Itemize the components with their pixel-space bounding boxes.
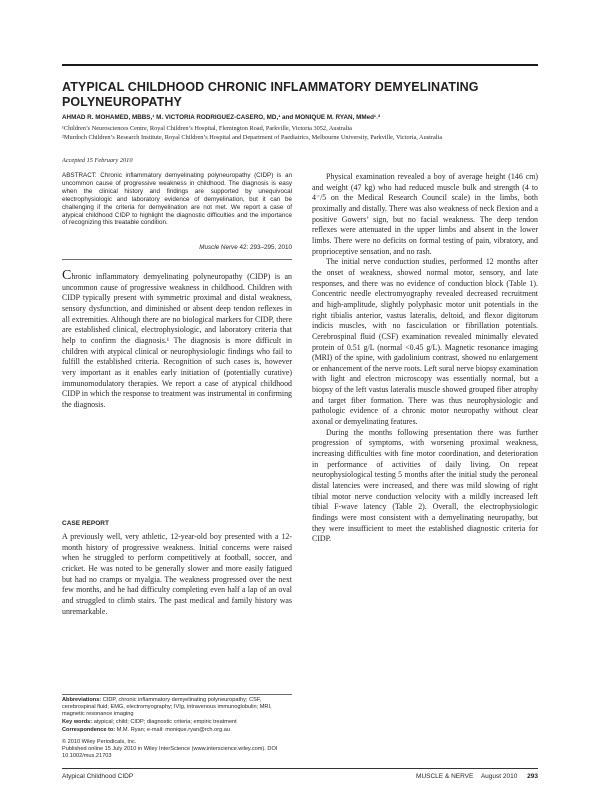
accepted-date: Accepted 15 February 2010 <box>62 157 133 164</box>
article-title: ATYPICAL CHILDHOOD CHRONIC INFLAMMATORY DEMYELINATING POLYNEUROPATHY <box>62 80 479 109</box>
affiliation-1: ¹Children’s Neurosciences Centre, Royal Children’s Hospital, Flemington Road, Parkville, Victoria 3052, Australia <box>62 125 352 132</box>
case-report-heading: CASE REPORT <box>62 520 109 527</box>
correspondence-label: Correspondence to: <box>62 727 116 733</box>
keywords-text: atypical; child; CIDP; diagnostic criteria; empiric treatment <box>92 719 237 725</box>
footer-rule <box>62 768 538 769</box>
running-title: Atypical Childhood CIDP <box>62 773 134 780</box>
citation-ref: 42: 293–295, 2010 <box>239 244 292 251</box>
copyright-line: © 2010 Wiley Periodicals, Inc. <box>62 739 137 745</box>
notes-separator <box>62 694 292 695</box>
physical-exam-paragraph: Physical examination revealed a boy of average height (146 cm) and weight (47 kg) who had reduced muscle bulk and strength (4 to 4⁻/5 on the Medical Research Council scale) in the limbs, both proximally and distally. There was also weakness of neck flexion and a positive Gowers’ sign, but no facial weakness. The deep tendon reflexes were attenuated in the upper limbs and absent in the lower limbs. There were no deficits on formal testing of pain, vibratory, and proprioceptive sensation, and no rash. <box>312 172 538 256</box>
abstract-citation <box>199 244 292 252</box>
correspondence-note <box>62 727 292 734</box>
affiliation-2: ²Murdoch Children’s Research Institute, Royal Children’s Hospital and Department of Paediatrics, Melbourne University, Parkville, Victoria, Australia <box>62 134 443 141</box>
footer-journal-info <box>416 773 538 781</box>
footer-journal: MUSCLE & NERVE <box>416 773 474 780</box>
copyright-block <box>62 739 294 761</box>
abbreviations-text: CIDP, chronic inflammatory demyelinating polyneuropathy; CSF, cerebrospinal fluid; EMG, electromyography; IVIg, intravenous immunoglobulin; MRI, magnetic resonance imaging <box>62 697 272 718</box>
keywords-label: Key words: <box>62 719 93 725</box>
abbreviations-label: Abbreviations: <box>62 697 102 703</box>
nerve-conduction-paragraph: The initial nerve conduction studies, performed 12 months after the onset of weakness, showed normal motor, sensory, and late responses, and there was no evidence of conduction block (Table 1). Concentric needle electromyography revealed decreased recruitment and high-amplitude, slightly polyphasic motor unit potentials in the right tibialis anterior, vastus lateralis, deltoid, and flexor digitorum indicis muscles, with no fasciculation or fibrillation potentials. Cerebrospinal fluid (CSF) examination revealed minimally elevated protein of 0.51 g/L (normal <0.45 g/L). Magnetic resonance imaging (MRI) of the spine, with gadolinium contrast, showed no enlargement or enhancement of the nerve roots. Left sural nerve biopsy examination with light and electron microscopy was essentially normal, but a biopsy of the left vastus lateralis muscle showed grouped fiber atrophy and target fiber formation. There was thus neurophysiologic and pathologic evidence of a chronic motor neuropathy without clear axonal or demyelinating features. <box>312 257 538 427</box>
page-number: 293 <box>527 773 538 780</box>
abbreviations-note <box>62 697 292 719</box>
drop-cap: C <box>62 268 72 283</box>
correspondence-text: M.M. Ryan; e-mail: monique.ryan@rch.org.au <box>115 727 230 733</box>
keywords-note <box>62 719 292 726</box>
abstract-separator <box>62 259 292 260</box>
case-report-text: A previously well, very athletic, 12-year-old boy presented with a 12-month history of progressive weakness. Initial concerns were raised when he struggled to perform competitively at football, soccer, and cricket. He was noted to be generally slower and more easily fatigued but had no cramps or myalgia. The weakness progressed over the next few months, and he had difficulty completing even half a lap of an oval and struggled to climb stairs. The past medical and family history was unremarkable. <box>62 532 292 616</box>
article-authors: AHMAD R. MOHAMED, MBBS,¹ M. VICTORIA RODRIGUEZ-CASERO, MD,¹ and MONIQUE M. RYAN, MMed¹˒² <box>62 114 381 121</box>
introduction-body: hronic inflammatory demyelinating polyneuropathy (CIDP) is an uncommon cause of progressive weakness in childhood. Children with CIDP typically present with symmetric proximal and distal weakness, sensory dysfunction, and diminished or absent deep tendon reflexes in all extremities. Although there are no biological markers for CIDP, there are established clinical, electrophysiologic, and laboratory criteria that help to confirm the diagnosis.¹ The diagnosis is more difficult in children with atypical clinical or neurophysiologic findings who fail to fulfill the established criteria. Recognition of such cases is, however very important as it enables early initiation of (potentially curative) immunomodulatory therapies. We report a case of atypical childhood CIDP in which the response to treatment was instrumental in confirming the diagnosis. <box>62 272 292 409</box>
citation-journal: Muscle Nerve <box>199 244 238 251</box>
header-rule <box>62 64 538 66</box>
progression-paragraph: During the months following presentation there was further progression of symptoms, with worsening proximal weakness, increasing difficulties with fine motor coordination, and deterioration in performance of activities of daily living. On repeat neurophysiological testing 5 months after the initial study the peroneal distal latencies were increased, and there was mild slowing of right tibial motor nerve conduction velocity with a mildly increased left tibial F-wave latency (Table 2). Overall, the electrophysiologic findings were most consistent with a demyelinating neuropathy, but they were insufficient to meet the established diagnostic criteria for CIDP. <box>312 427 538 544</box>
introduction-text <box>62 268 292 411</box>
right-column <box>312 172 538 545</box>
abstract: ABSTRACT: Chronic inflammatory demyelinating polyneuropathy (CIDP) is an uncommon cause of progressive weakness in childhood. The diagnosis is easy when the clinical history and findings are supported by unequivocal electrophysiologic and laboratory evidence of demyelination, but it can be challenging if the criteria for demyelination are not met. We report a case of atypical childhood CIDP to highlight the diagnostic difficulties and the importance of recognizing this treatable condition. <box>62 172 292 227</box>
published-line: Published online 15 July 2010 in Wiley InterScience (www.interscience.wiley.com). DOI 10.1002/mus.21703 <box>62 746 278 760</box>
footer-date: August 2010 <box>480 773 518 780</box>
